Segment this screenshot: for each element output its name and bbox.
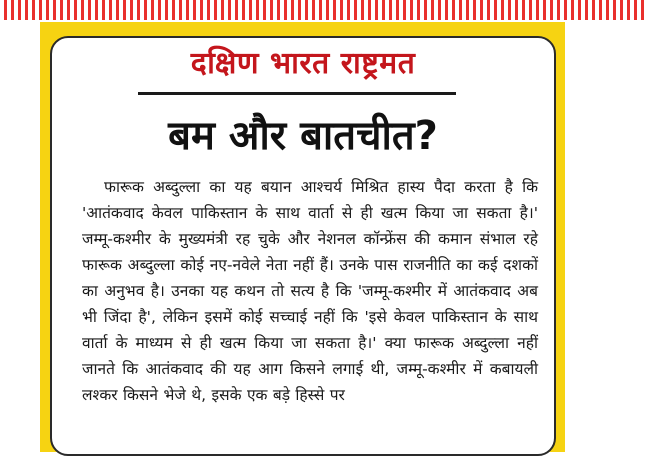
article-body: फारूक अब्दुल्ला का यह बयान आश्चर्य मिश्रित हास्य पैदा करता है कि 'आतंकवाद केवल पाकिस्तान के साथ वार्ता से ही खत्म किया जा सकता है।' जम्मू-कश्मीर के मुख्यमंत्री रह चुके और नेशनल कॉन्फ्रेंस की कमान संभाल रहे फारूक अब्दुल्ला कोई नए-नवेले नेता नहीं हैं। उनके पास राजनीति का कई दशकों का अनुभव है। उनका यह कथन तो सत्य है कि 'जम्मू-कश्मीर में आतंकवाद अब भी जिंदा है', लेकिन इसमें कोई सच्चाई नहीं कि 'इसे केवल पाकिस्तान के साथ वार्ता के माध्यम से ही खत्म किया जा सकता है।' क्या फारूक अब्दुल्ला नहीं जानते कि आतंकवाद की यह आग किसने लगाई थी, जम्मू-कश्मीर में कबायली लश्कर किसने भेजे थे, इसके एक बड़े हिस्से पर <box>82 178 538 404</box>
masthead-divider <box>138 92 456 95</box>
top-stripe-border <box>0 0 647 20</box>
newspaper-masthead: दक्षिण भारत राष्ट्रमत <box>190 46 416 81</box>
article-headline: बम और बातचीत? <box>168 113 438 159</box>
